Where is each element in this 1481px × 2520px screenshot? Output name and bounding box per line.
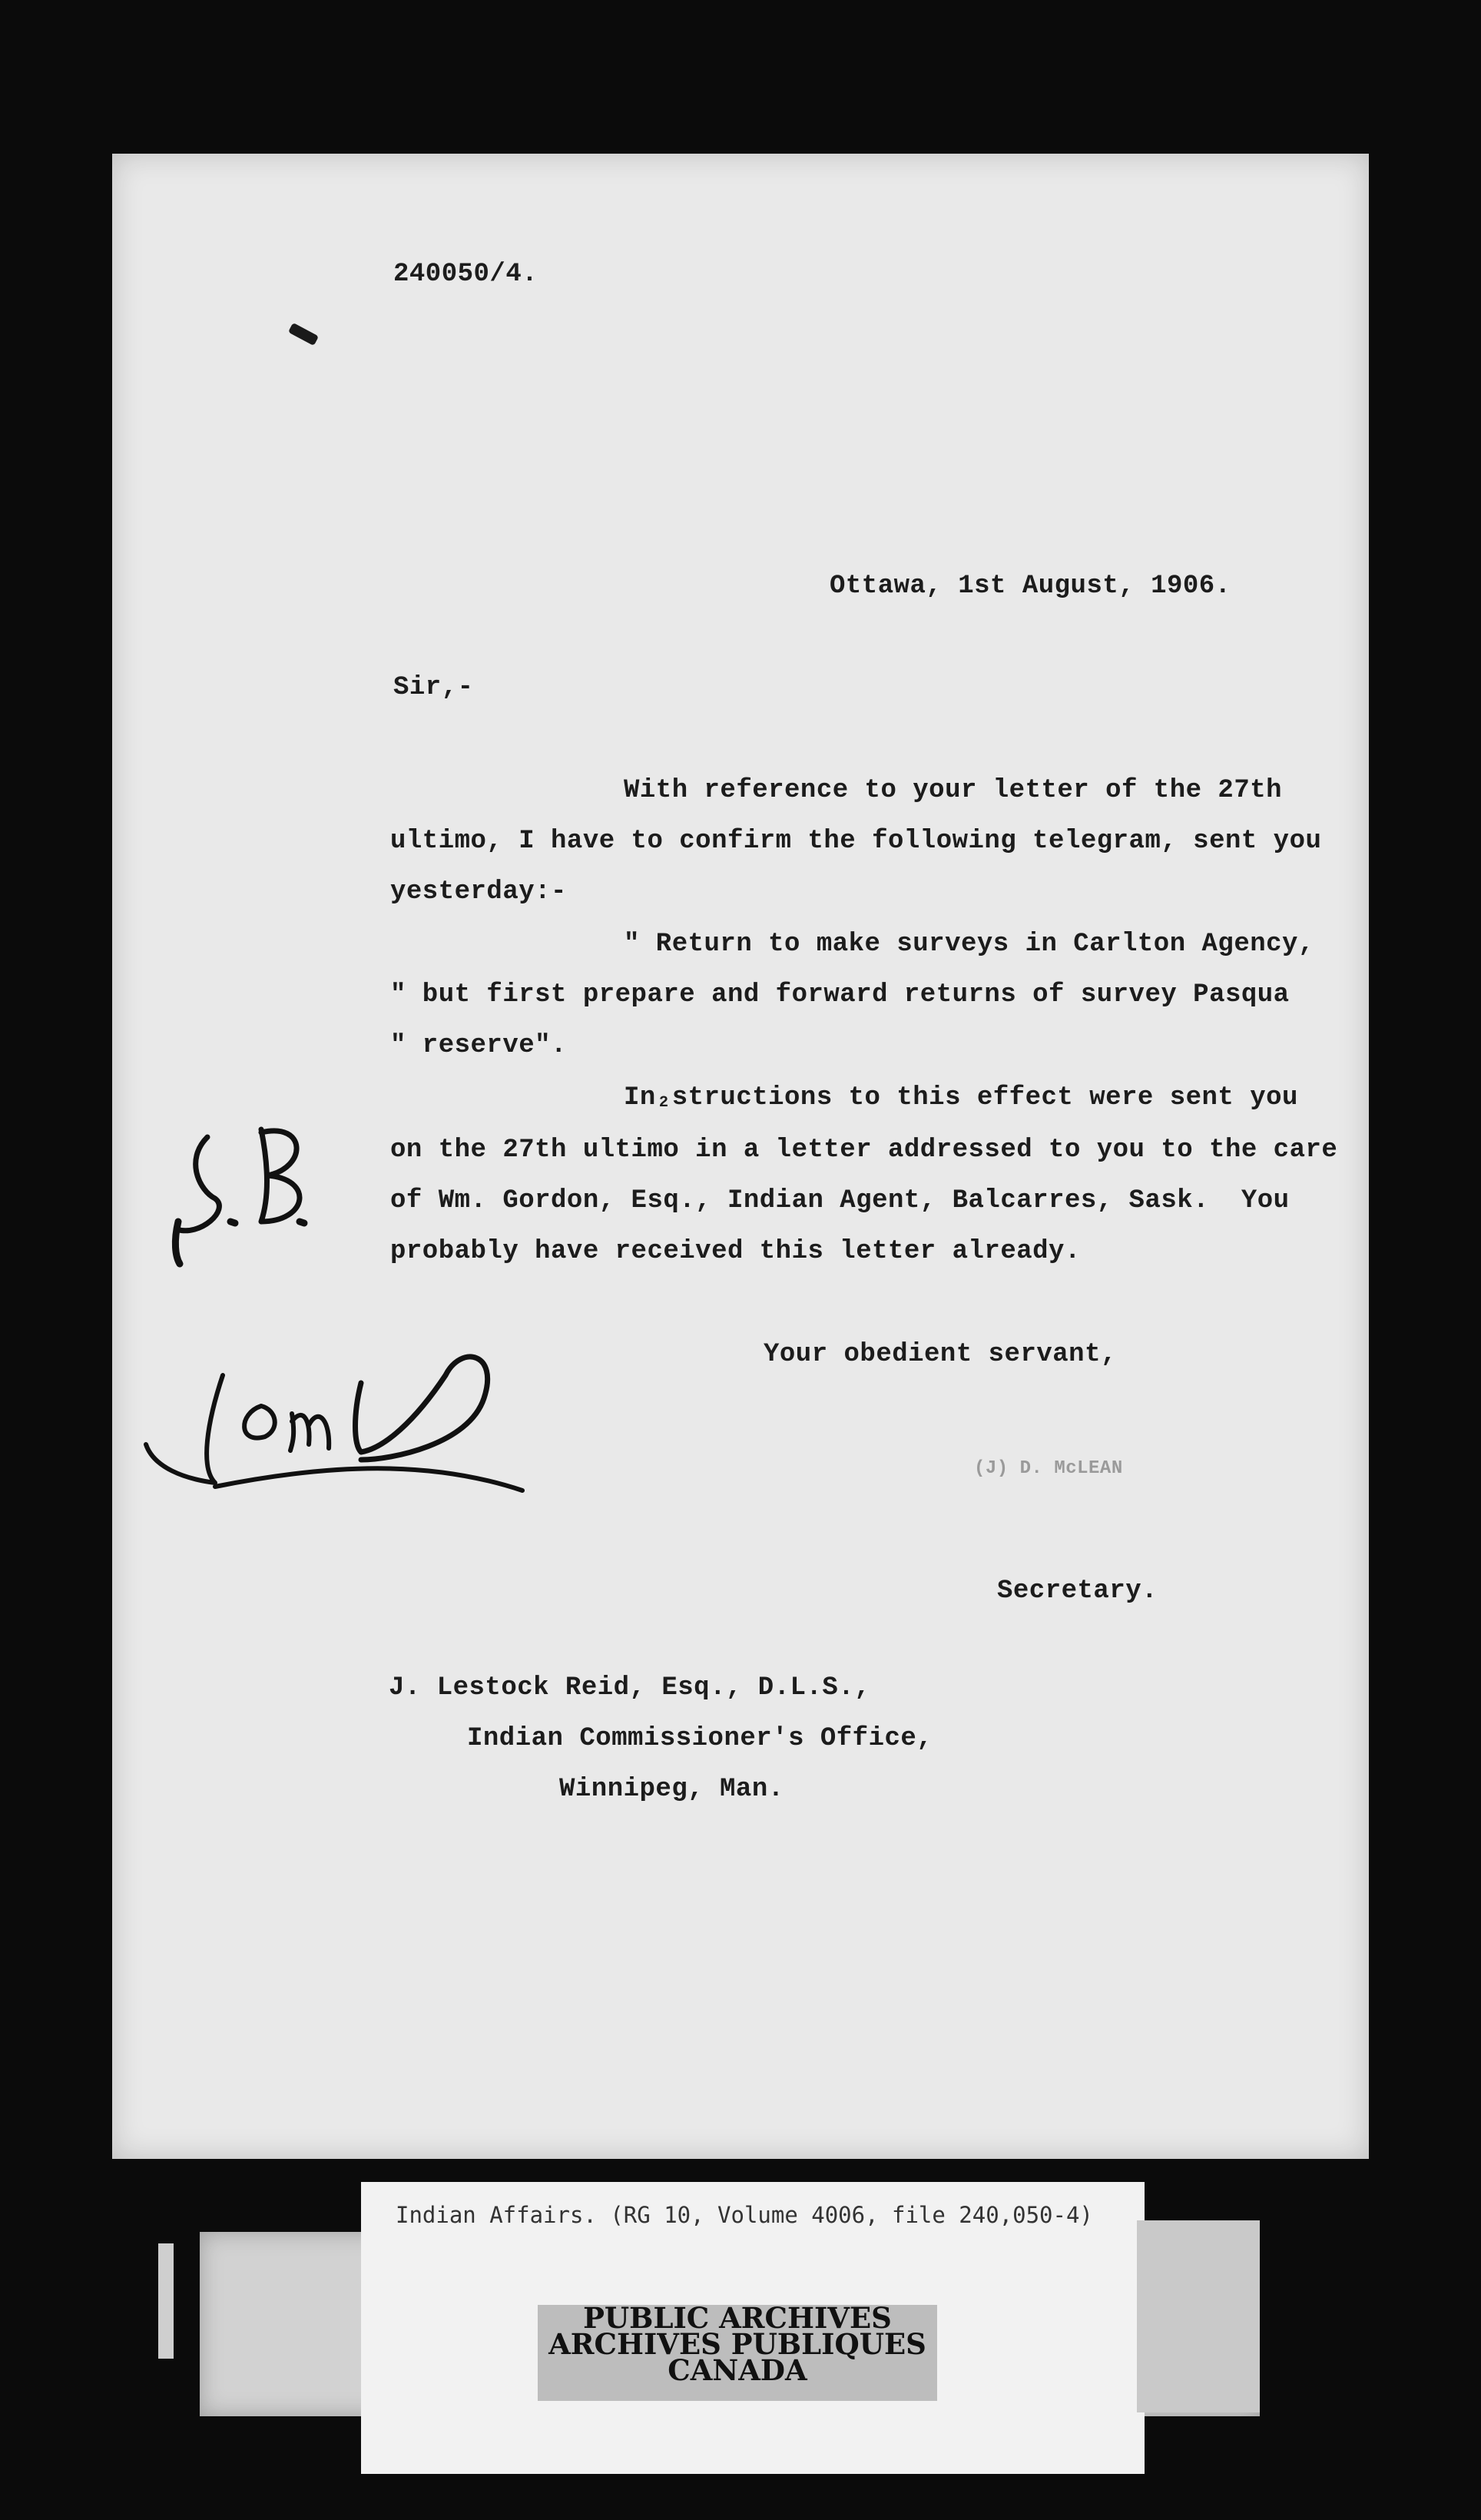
addressee-line: Indian Commissioner's Office, bbox=[467, 1724, 933, 1753]
archives-stamp bbox=[538, 2301, 937, 2401]
body-line: probably have received this letter already. bbox=[390, 1237, 1081, 1266]
telegram-line: " Return to make surveys in Carlton Agency, bbox=[624, 930, 1314, 959]
salutation: Sir,- bbox=[393, 673, 474, 702]
addressee-line: J. Lestock Reid, Esq., D.L.S., bbox=[389, 1673, 871, 1703]
file-number: 240050/4. bbox=[393, 260, 538, 289]
body-line: on the 27th ultimo in a letter addressed to you to the care bbox=[390, 1136, 1338, 1165]
addressee-line: Winnipeg, Man. bbox=[559, 1775, 784, 1804]
stamp-line: CANADA bbox=[668, 2353, 807, 2387]
body-line: of Wm. Gordon, Esq., Indian Agent, Balcarres, Sask. You bbox=[390, 1186, 1290, 1215]
signature-stamp: (J) D. McLEAN bbox=[974, 1458, 1123, 1479]
signatory-title: Secretary. bbox=[997, 1577, 1158, 1606]
body-line: With reference to your letter of the 27th bbox=[624, 776, 1283, 805]
archive-reference: Indian Affairs. (RG 10, Volume 4006, file 240,050-4) bbox=[396, 2202, 1093, 2228]
telegram-line: " but first prepare and forward returns of survey Pasqua bbox=[390, 980, 1290, 1010]
handwritten-signature bbox=[138, 1329, 553, 1514]
body-line: yesterday:- bbox=[390, 877, 567, 907]
tape-edge bbox=[158, 2243, 174, 2359]
body-line: In₂structions to this effect were sent you bbox=[624, 1083, 1298, 1112]
handwritten-initials bbox=[154, 1106, 338, 1291]
date-line: Ottawa, 1st August, 1906. bbox=[830, 572, 1231, 601]
stamp-line: ARCHIVES PUBLIQUES bbox=[548, 2327, 926, 2361]
closing: Your obedient servant, bbox=[764, 1340, 1117, 1369]
tape-edge-right bbox=[1137, 2220, 1260, 2412]
telegram-line: " reserve". bbox=[390, 1031, 567, 1060]
body-line: ultimo, I have to confirm the following telegram, sent you bbox=[390, 827, 1322, 856]
stamp-line: PUBLIC ARCHIVES bbox=[583, 2301, 892, 2335]
